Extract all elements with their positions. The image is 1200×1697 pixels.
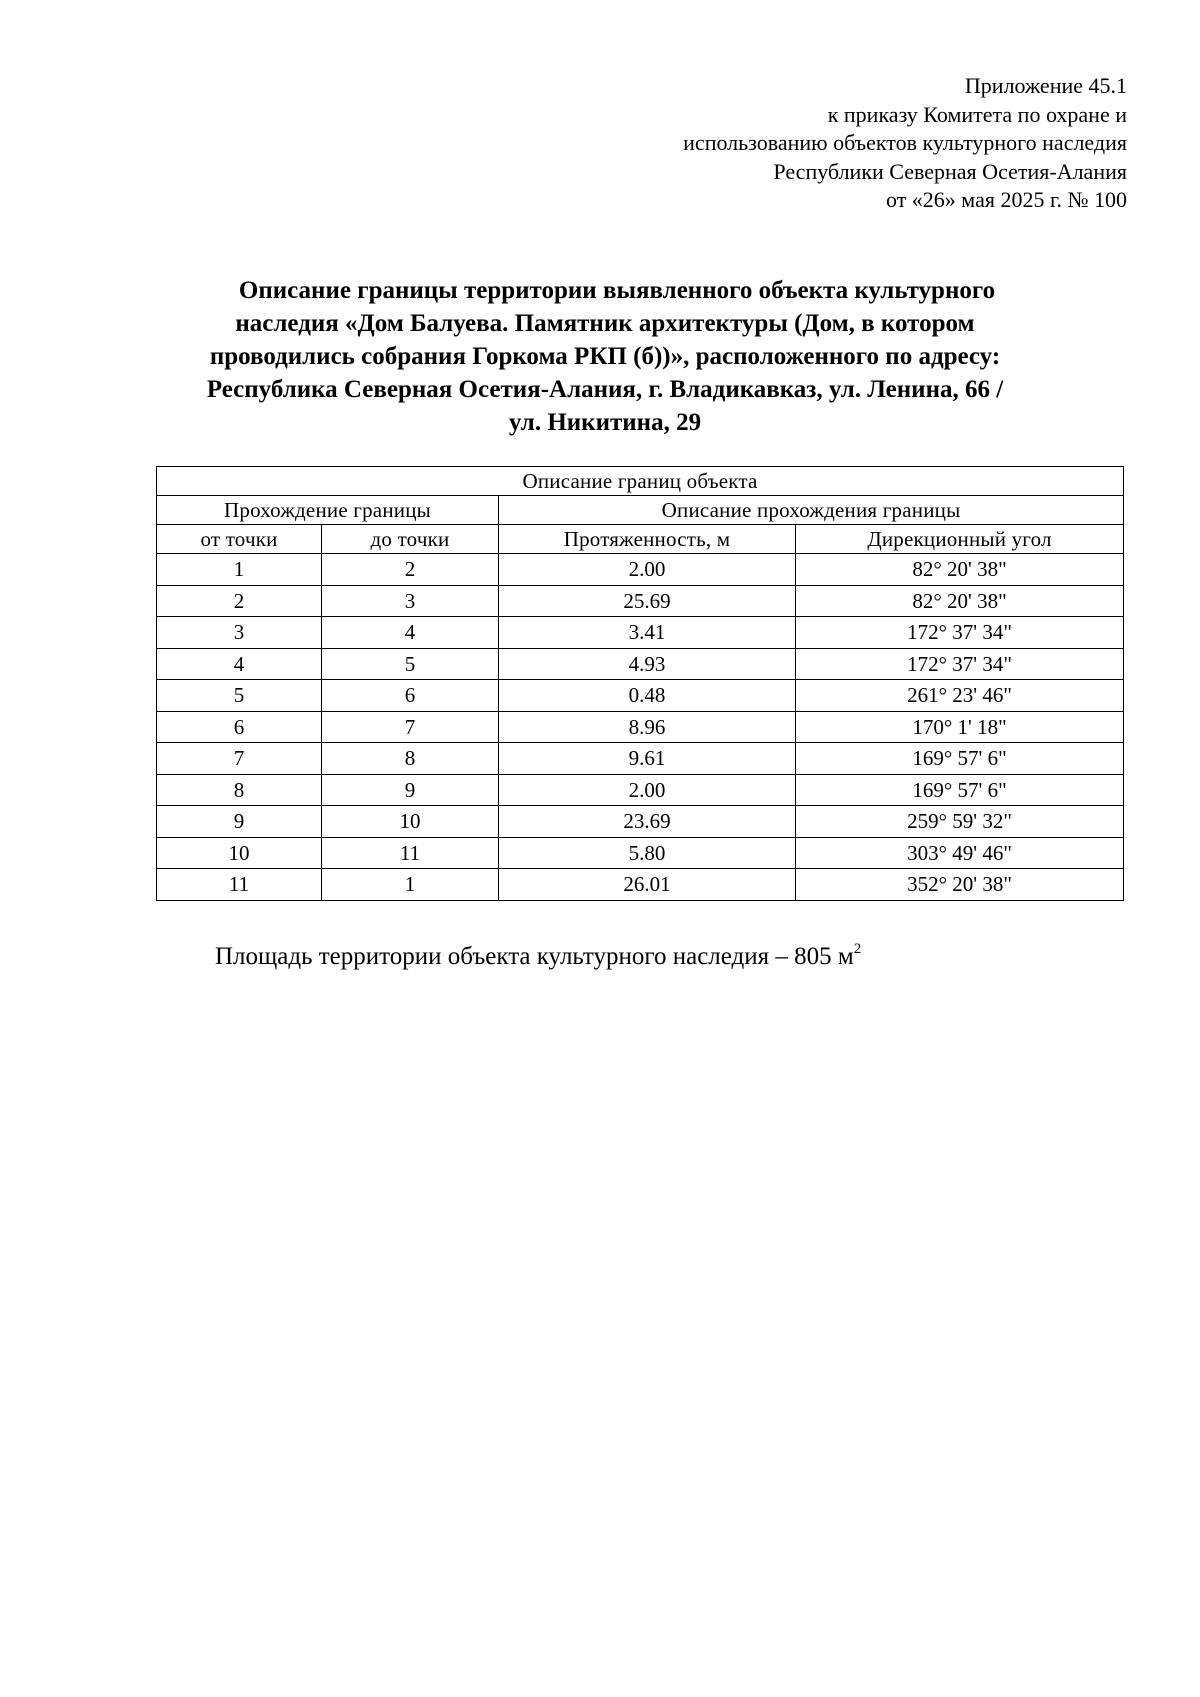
cell-angle: 172° 37' 34"	[796, 648, 1124, 680]
column-header-from-point: от точки	[157, 525, 322, 554]
appendix-line: к приказу Комитета по охране и	[827, 101, 1127, 127]
title-line: проводились собрания Горкома РКП (б))», расположенного по адресу:	[209, 343, 1001, 370]
cell-angle: 169° 57' 6"	[796, 743, 1124, 775]
table-caption: Описание границ объекта	[157, 467, 1124, 496]
cell-from-point: 4	[157, 648, 322, 680]
area-text: Площадь территории объекта культурного наследия – 805 м	[215, 943, 854, 970]
cell-to-point: 10	[322, 806, 499, 838]
cell-to-point: 3	[322, 585, 499, 617]
cell-angle: 170° 1' 18"	[796, 711, 1124, 743]
table-row	[157, 806, 1124, 838]
cell-to-point: 5	[322, 648, 499, 680]
column-header-angle: Дирекционный угол	[796, 525, 1124, 554]
table-row	[157, 680, 1124, 712]
table-row	[157, 869, 1124, 901]
cell-length: 2.00	[499, 774, 796, 806]
cell-from-point: 10	[157, 837, 322, 869]
column-header-to-point: до точки	[322, 525, 499, 554]
cell-to-point: 9	[322, 774, 499, 806]
cell-length: 26.01	[499, 869, 796, 901]
cell-to-point: 4	[322, 617, 499, 649]
cell-length: 0.48	[499, 680, 796, 712]
table-row	[157, 648, 1124, 680]
table-body	[157, 554, 1124, 901]
table-row	[157, 711, 1124, 743]
cell-to-point: 8	[322, 743, 499, 775]
table-row	[157, 617, 1124, 649]
cell-angle: 352° 20' 38"	[796, 869, 1124, 901]
cell-length: 9.61	[499, 743, 796, 775]
table-row	[157, 743, 1124, 775]
cell-angle: 82° 20' 38"	[796, 554, 1124, 586]
table-group-header-passage: Прохождение границы	[157, 496, 499, 525]
appendix-line: от «26» мая 2025 г. № 100	[885, 187, 1127, 212]
cell-to-point: 7	[322, 711, 499, 743]
cell-from-point: 9	[157, 806, 322, 838]
cell-to-point: 11	[322, 837, 499, 869]
cell-length: 4.93	[499, 648, 796, 680]
area-statement	[215, 941, 861, 973]
cell-from-point: 8	[157, 774, 322, 806]
appendix-line: Приложение 45.1	[964, 73, 1127, 98]
cell-length: 2.00	[499, 554, 796, 586]
cell-to-point: 6	[322, 680, 499, 712]
column-header-length: Протяженность, м	[499, 525, 796, 554]
cell-from-point: 1	[157, 554, 322, 586]
appendix-header	[427, 72, 1127, 215]
table-row	[157, 554, 1124, 586]
table-group-header-description: Описание прохождения границы	[499, 496, 1124, 525]
boundary-table	[156, 466, 1124, 901]
table-row	[157, 585, 1124, 617]
title-line: Республика Северная Осетия-Алания, г. Владикавказ, ул. Ленина, 66 /	[206, 376, 1004, 403]
cell-angle: 261° 23' 46"	[796, 680, 1124, 712]
document-title	[150, 274, 1060, 439]
area-unit-superscript: 2	[853, 941, 862, 957]
cell-length: 3.41	[499, 617, 796, 649]
table-row	[157, 774, 1124, 806]
cell-length: 5.80	[499, 837, 796, 869]
title-line: Описание границы территории выявленного объекта культурного	[238, 277, 996, 304]
cell-length: 8.96	[499, 711, 796, 743]
cell-to-point: 1	[322, 869, 499, 901]
cell-from-point: 2	[157, 585, 322, 617]
cell-length: 23.69	[499, 806, 796, 838]
cell-from-point: 3	[157, 617, 322, 649]
title-line: наследия «Дом Балуева. Памятник архитектуры (Дом, в котором	[235, 310, 975, 337]
cell-angle: 82° 20' 38"	[796, 585, 1124, 617]
cell-angle: 259° 59' 32"	[796, 806, 1124, 838]
cell-from-point: 5	[157, 680, 322, 712]
cell-from-point: 7	[157, 743, 322, 775]
appendix-line: Республики Северная Осетия-Алания	[773, 158, 1127, 184]
cell-angle: 169° 57' 6"	[796, 774, 1124, 806]
cell-length: 25.69	[499, 585, 796, 617]
cell-angle: 303° 49' 46"	[796, 837, 1124, 869]
cell-to-point: 2	[322, 554, 499, 586]
cell-from-point: 11	[157, 869, 322, 901]
cell-angle: 172° 37' 34"	[796, 617, 1124, 649]
cell-from-point: 6	[157, 711, 322, 743]
appendix-line: использованию объектов культурного наследия	[683, 130, 1127, 155]
table-row	[157, 837, 1124, 869]
title-line: ул. Никитина, 29	[508, 409, 702, 436]
